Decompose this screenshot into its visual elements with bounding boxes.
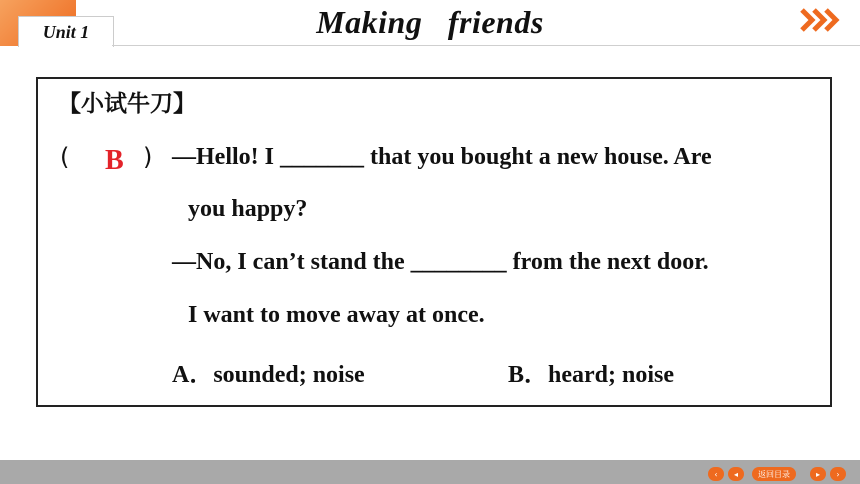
unit-tab: Unit 1 [18,16,114,47]
option-b: B．heard; noise [508,362,675,388]
answer-letter: B [105,145,124,176]
answer-paren-open: ( [60,143,70,171]
header-divider [112,45,860,46]
section-heading: 【小试牛刀】 [58,91,196,117]
footer-nav-center [752,467,796,481]
first-page-button[interactable]: ‹ [708,467,724,481]
question-line-4: I want to move away at once. [188,302,485,328]
question-line-2: you happy? [188,196,308,222]
question-line-3: —No, I can’t stand the ________ from the next door. [172,249,709,275]
back-to-contents-button[interactable]: 返回目录 [752,467,796,481]
next-page-button[interactable]: ▸ [810,467,826,481]
question-line-1: —Hello! I _______ that you bought a new house. Are [172,144,712,170]
double-chevron-right-icon[interactable] [798,6,842,34]
prev-page-button[interactable]: ◂ [728,467,744,481]
page-title: Making friends [316,4,544,40]
answer-paren-close: ) [143,143,153,171]
last-page-button[interactable]: › [830,467,846,481]
option-a: A．sounded; noise [172,362,365,388]
footer-nav-left [708,467,744,481]
footer-nav-right [810,467,846,481]
question-box [36,77,832,407]
